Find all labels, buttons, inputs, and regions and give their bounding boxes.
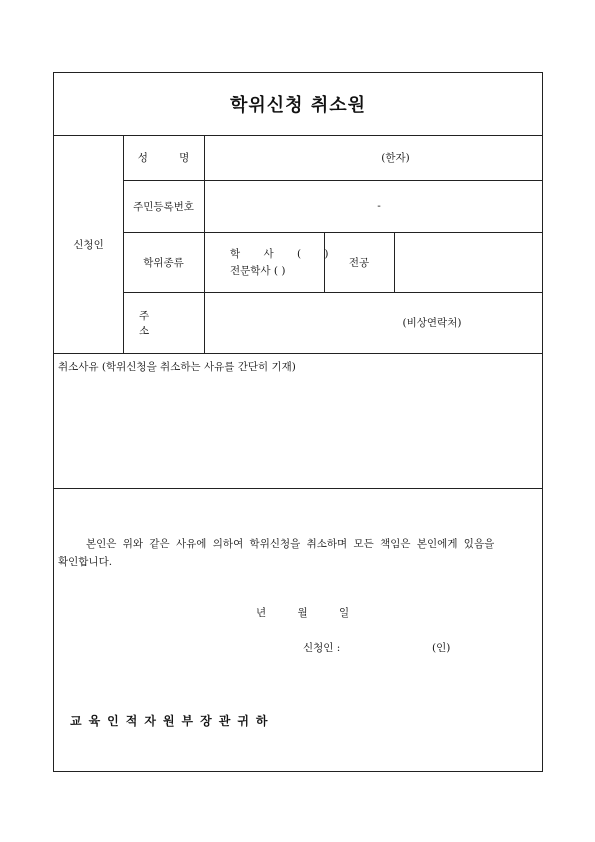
statement-line-2: 확인합니다. (58, 556, 113, 568)
address-hint: (비상연락처) (402, 317, 462, 329)
seal-label: (인) (432, 642, 451, 654)
reason-field[interactable] (54, 354, 542, 488)
degree-option-bachelor[interactable]: 학 사 ( ) (230, 248, 329, 260)
date-line: 년 월 일 (256, 607, 350, 619)
address-label: 주 소 (139, 309, 166, 337)
name-label: 성 명 (137, 152, 204, 164)
reason-label: 취소사유 (학위신청을 취소하는 사유를 간단히 기재) (58, 361, 296, 373)
title-row (54, 73, 542, 136)
rrn-field[interactable] (204, 180, 542, 232)
rrn-label: 주민등록번호 (133, 200, 194, 213)
degree-options[interactable] (204, 232, 329, 292)
reason-bottom (54, 488, 542, 489)
form-frame (53, 72, 543, 772)
rrn-separator: - (377, 200, 381, 212)
major-label: 전공 (348, 256, 370, 269)
signer-label: 신청인 : (303, 642, 341, 654)
name-field[interactable] (204, 135, 542, 180)
major-field[interactable] (394, 232, 542, 292)
form-title: 학위신청 취소원 (230, 95, 366, 116)
degree-option-associate[interactable]: 전문학사 ( ) (230, 265, 286, 277)
statement-line-1: 본인은 위와 같은 사유에 의하여 학위신청을 취소하며 모든 책임은 본인에게 있음을 (86, 538, 495, 550)
name-hint: (한자) (381, 152, 410, 164)
degree-type-label: 학위종류 (143, 256, 184, 269)
address-field[interactable] (204, 292, 542, 353)
signer-name-field[interactable] (352, 636, 428, 656)
applicant-section-label: 신청인 (73, 238, 104, 251)
addressee: 교육인적자원부장관귀하 (70, 714, 275, 728)
